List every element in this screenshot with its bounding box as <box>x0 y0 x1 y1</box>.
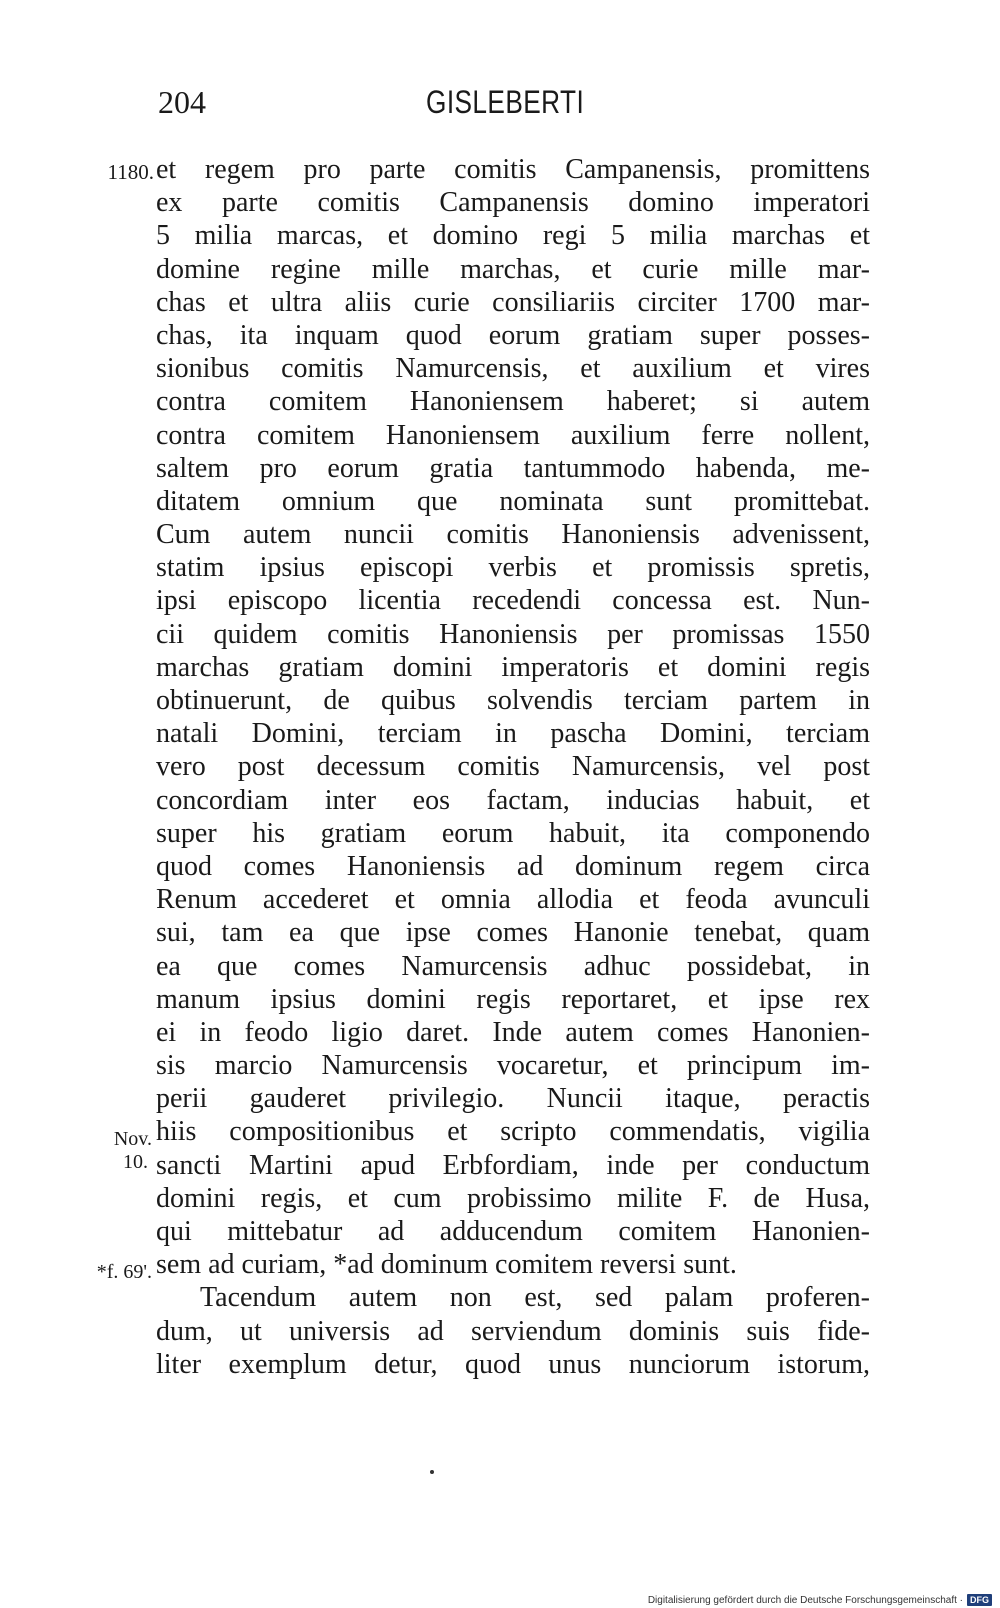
text-line: Renum accederet et omnia allodia et feoda avunculi <box>156 884 870 916</box>
text-line: et regem pro parte comitis Campanensis, promittens <box>156 154 870 185</box>
text-line: 5 milia marcas, et domino regi 5 milia marchas et <box>156 220 870 252</box>
text-line: sionibus comitis Namurcensis, et auxilium et vires <box>156 353 870 385</box>
text-line: domine regine mille marchas, et curie mille mar- <box>156 253 870 285</box>
running-head <box>150 80 630 124</box>
text-line: perii gauderet privilegio. Nuncii itaque, peractis <box>156 1083 870 1115</box>
text-line: ipsi episcopo licentia recedendi concessa est. Nun- <box>156 585 870 617</box>
margin-note-folio: *f. 69'. <box>96 1261 152 1283</box>
text-line: Cum autem nuncii comitis Hanoniensis advenissent, <box>156 519 870 551</box>
text-line: sui, tam ea que ipse comes Hanonie tenebat, quam <box>156 917 870 949</box>
page-number: 204 <box>158 84 206 120</box>
text-line: chas et ultra aliis curie consiliariis circiter 1700 mar- <box>156 286 870 318</box>
text-line: manum ipsius domini regis reportaret, et ipse rex <box>156 983 870 1015</box>
text-line: marchas gratiam domini imperatoris et domini regis <box>156 651 870 683</box>
text-line: domini regis, et cum probissimo milite F. de Husa, <box>156 1182 870 1214</box>
text-line: obtinuerunt, de quibus solvendis terciam partem in <box>156 685 870 716</box>
text-line: super his gratiam eorum habuit, ita componendo <box>156 817 870 849</box>
text-line: sancti Martini apud Erbfordiam, inde per conductum <box>156 1149 870 1181</box>
text-line: hiis compositionibus et scripto commendatis, vigilia <box>156 1116 870 1148</box>
text-line: natali Domini, terciam in pascha Domini, terciam <box>156 718 870 750</box>
digitization-credit <box>648 1594 992 1606</box>
text-line: statim ipsius episcopi verbis et promissis spretis, <box>156 552 870 584</box>
ink-speck <box>430 1470 434 1474</box>
text-line: sis marcio Namurcensis vocaretur, et principum im- <box>156 1050 870 1082</box>
text-line: liter exemplum detur, quod unus nunciorum istorum, <box>156 1348 870 1380</box>
text-line: sem ad curiam, *ad dominum comitem reversi sunt. <box>156 1249 737 1281</box>
text-line: saltem pro eorum gratia tantummodo habenda, me- <box>156 452 870 484</box>
text-line: contra comitem Hanoniensem auxilium ferre nollent, <box>156 419 870 451</box>
text-line: concordiam inter eos factam, inducias habuit, et <box>156 784 870 816</box>
text-line: ei in feodo ligio daret. Inde autem comes Hanonien- <box>156 1016 870 1048</box>
text-line: dum, ut universis ad serviendum dominis suis fide- <box>156 1315 870 1347</box>
text-line: qui mittebatur ad adducendum comitem Hanonien- <box>156 1216 870 1247</box>
text-line: ex parte comitis Campanensis domino imperatori <box>156 187 870 219</box>
body-text <box>156 153 870 1381</box>
text-line: quod comes Hanoniensis ad dominum regem circa <box>156 850 870 882</box>
text-line: chas, ita inquam quod eorum gratiam super posses- <box>156 319 870 351</box>
text-line: ditatem omnium que nominata sunt promittebat. <box>156 485 870 517</box>
margin-note-day: 10. <box>123 1151 148 1173</box>
margin-note-month: Nov. <box>113 1128 152 1150</box>
text-line: ea que comes Namurcensis adhuc possidebat, in <box>156 950 870 982</box>
text-line: cii quidem comitis Hanoniensis per promissas 1550 <box>156 618 870 650</box>
text-line: vero post decessum comitis Namurcensis, vel post <box>156 751 870 783</box>
running-title: GISLEBERTI <box>426 84 585 120</box>
text-line: Tacendum autem non est, sed palam proferen- <box>200 1282 870 1314</box>
text-line: contra comitem Hanoniensem haberet; si autem <box>156 386 870 418</box>
credit-text: Digitalisierung gefördert durch die Deutsche Forschungsgemeinschaft · <box>647 1594 963 1606</box>
dfg-logo-icon: DFG <box>967 1594 992 1606</box>
margin-note-year: 1180. <box>107 160 154 184</box>
